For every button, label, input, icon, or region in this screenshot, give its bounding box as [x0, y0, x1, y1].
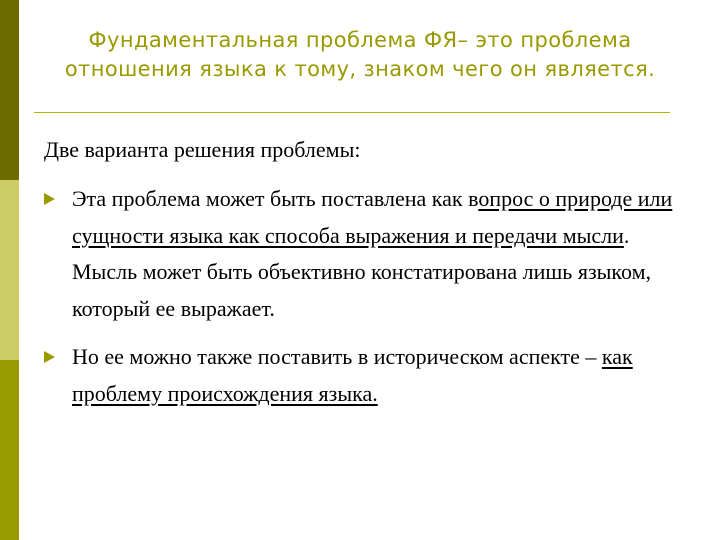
title-divider	[34, 112, 670, 113]
bullet-2-text: Но ее можно также поставить в историческом аспекте –	[72, 344, 602, 369]
arrow-bullet-icon	[44, 193, 55, 205]
slide-body	[44, 134, 684, 424]
bullet-1-text: Эта проблема может быть поставлена как в	[72, 186, 479, 211]
bullet-2-underlined-text: как проблему происхождения языка.	[72, 344, 633, 406]
bullet-1-text-end: . Мысль может быть объективно констатирована лишь языком, который ее выражает.	[72, 222, 652, 321]
arrow-bullet-icon	[44, 351, 55, 363]
side-bar-top	[0, 0, 19, 180]
side-bar-bottom	[0, 360, 19, 540]
bullet-item-1	[44, 181, 684, 327]
bullet-item-2	[44, 339, 684, 412]
slide-title: Фундаментальная проблема ФЯ– это проблема отношения языка к тому, знаком чего он является.	[64, 28, 656, 81]
side-bar-middle	[0, 180, 19, 360]
bullet-1-underlined-text: опрос о природе или сущности языка как способа выражения и передачи мысли	[72, 186, 673, 248]
intro-text: Две варианта решения проблемы:	[44, 137, 361, 162]
